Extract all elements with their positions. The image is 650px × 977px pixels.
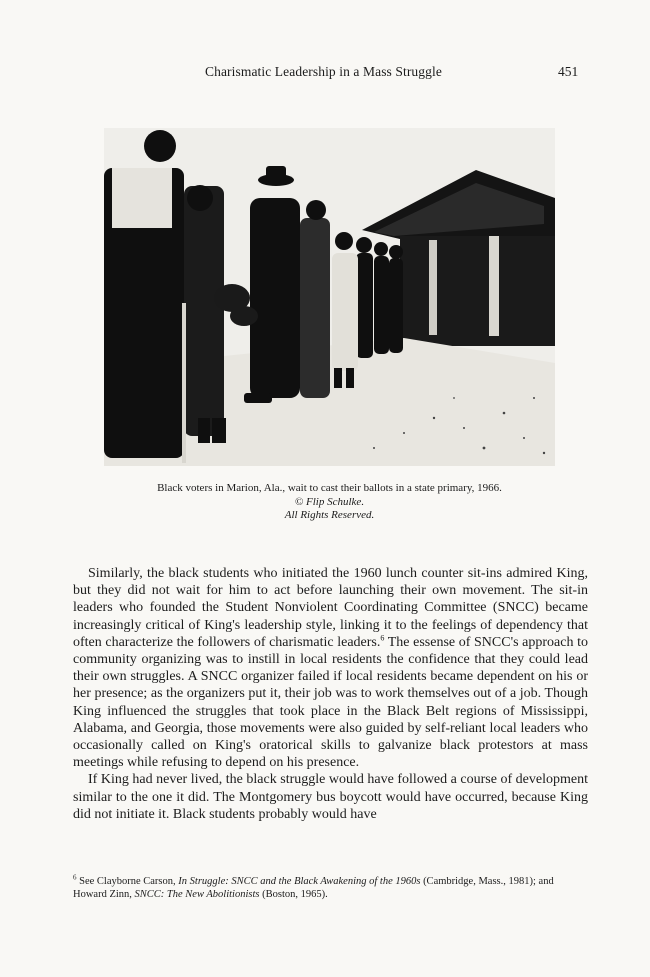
figure-caption bbox=[104, 482, 555, 523]
caption-text: Black voters in Marion, Ala., wait to cast their ballots in a state primary, 1966. bbox=[157, 482, 502, 494]
paragraph-2: If King had never lived, the black struggle would have followed a course of development similar to the one it did. The Montgomery bus boycott would have occurred, because King did not initiate it. Black students probably would have bbox=[73, 772, 588, 822]
photograph bbox=[104, 128, 555, 466]
footnote-text-2: (Cambridge, Mass., 1981); and Howard Zinn, bbox=[73, 876, 554, 900]
footnote-title-1: In Struggle: SNCC and the Black Awakening of the 1960s bbox=[178, 876, 421, 887]
footnote-title-2: SNCC: The New Abolitionists bbox=[134, 889, 260, 900]
footnote-text-1: See Clayborne Carson, bbox=[76, 876, 179, 887]
photo-illustration bbox=[104, 128, 555, 466]
running-head bbox=[0, 64, 650, 86]
footnote bbox=[73, 875, 588, 901]
paragraph-1-text: Similarly, the black students who initiated the 1960 lunch counter sit-ins admired King, but they did not wait for him to act before launching their own movement. The sit-in leaders who founded the Student Nonviolent Coordinating Committee (SNCC) became increasingly critical of King's leadership style, linking it to the feelings of dependency that often characterize the followers of charismatic leaders. bbox=[73, 566, 588, 650]
paragraph-1-continuation: The essense of SNCC's approach to community organizing was to instill in local residents the confidence that they could lead their own struggles. A SNCC organizer failed if local residents became dependent on his or her presence; as the organizers put it, their job was to work themselves out of a job. Though King influenced the struggles that took place in the Black Belt regions of Mississippi, Alabama, and Georgia, those movements were also guided by self-reliant local leaders who occasionally called on King's oratorical skills to galvanize black protestors at mass meetings while refusing to depend on his presence. bbox=[73, 634, 588, 771]
footnote-mark: 6 bbox=[73, 873, 77, 882]
building-wall bbox=[400, 236, 555, 346]
paragraph-1 bbox=[73, 565, 588, 771]
footnote-text-3: (Boston, 1965). bbox=[259, 889, 328, 900]
photo-credit: © Flip Schulke. bbox=[294, 495, 365, 508]
running-title: Charismatic Leadership in a Mass Struggle bbox=[205, 64, 442, 79]
body-text bbox=[73, 565, 588, 823]
footnote-reference: 6 bbox=[380, 633, 385, 643]
rights-notice: All Rights Reserved. bbox=[284, 509, 375, 521]
page-number: 451 bbox=[558, 64, 579, 79]
